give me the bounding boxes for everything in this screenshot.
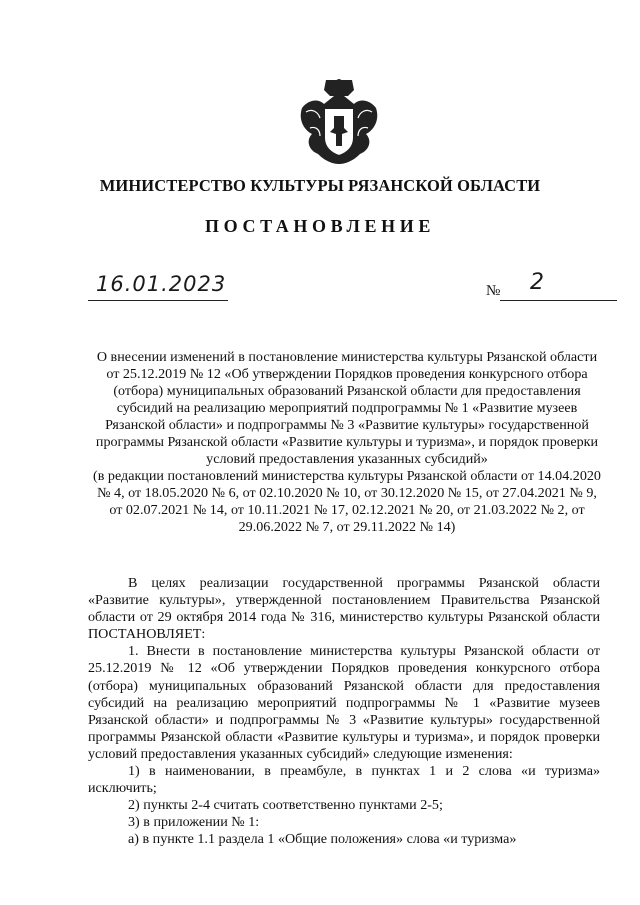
- document-number: 2: [530, 270, 544, 295]
- subject-title: О внесении изменений в постановление министерства культуры Рязанской области от 25.12.2019 № 12 «Об утверждении Порядков проведения конкурсного отбора (отбора) муниципальных образований Рязанской области для предоставления субсидий на реализацию мероприятий подпрограммы № 1 «Развитие музеев Рязанской области» и подпрограммы № 3 «Развитие культуры» государственной программы Рязанской области «Развитие культуры и туризма», и порядок проверки условий предоставления указанных субсидий»: [95, 349, 599, 467]
- ministry-name: МИНИСТЕРСТВО КУЛЬТУРЫ РЯЗАНСКОЙ ОБЛАСТИ: [99, 176, 541, 195]
- body-paragraph: а) в пункте 1.1 раздела 1 «Общие положения» слова «и туризма»: [128, 831, 517, 848]
- document-number-field: [500, 272, 617, 301]
- document-date: 16.01.2023: [96, 272, 227, 296]
- body-paragraph: В целях реализации государственной программы Рязанской области «Развитие культуры», утвержденной постановлением Правительства Рязанской области от 29 октября 2014 года № 316, министерство культуры Рязанской области ПОСТАНОВЛЯЕТ:: [88, 575, 600, 643]
- subject-editions: (в редакции постановлений министерства культуры Рязанской области от 14.04.2020 № 4, от 18.05.2020 № 6, от 02.10.2020 № 10, от 30.12.2020 № 15, от 27.04.2021 № 9, от 02.07.2021 № 14, от 10.11.2021 № 17, 02.12.2021 № 20, от 21.03.2022 № 2, от 29.06.2022 № 7, от 29.11.2022 № 14): [93, 468, 601, 535]
- body-paragraph: 1. Внести в постановление министерства культуры Рязанской области от 25.12.2019 № 12 «Об утверждении Порядков проведения конкурсного отбора (отбора) муниципальных образований Рязанской области для предоставления субсидий на реализацию мероприятий подпрограммы № 1 «Развитие музеев Рязанской области» и подпрограммы № 3 «Развитие культуры» государственной программы Рязанской области «Развитие культуры и туризма», и порядок проверки условий предоставления указанных субсидий» следующие изменения:: [88, 643, 600, 762]
- number-label: №: [486, 283, 501, 299]
- body-paragraph: 2) пункты 2-4 считать соответственно пунктами 2-5;: [128, 797, 443, 814]
- document-subject: [92, 349, 602, 536]
- coat-of-arms-emblem: [296, 78, 382, 166]
- document-body: [88, 575, 600, 849]
- document-type: ПОСТАНОВЛЕНИЕ: [205, 216, 435, 236]
- document-date-field: [88, 272, 228, 301]
- body-paragraph: 1) в наименовании, в преамбуле, в пунктах 1 и 2 слова «и туризма» исключить;: [88, 763, 600, 797]
- body-paragraph: 3) в приложении № 1:: [128, 814, 260, 831]
